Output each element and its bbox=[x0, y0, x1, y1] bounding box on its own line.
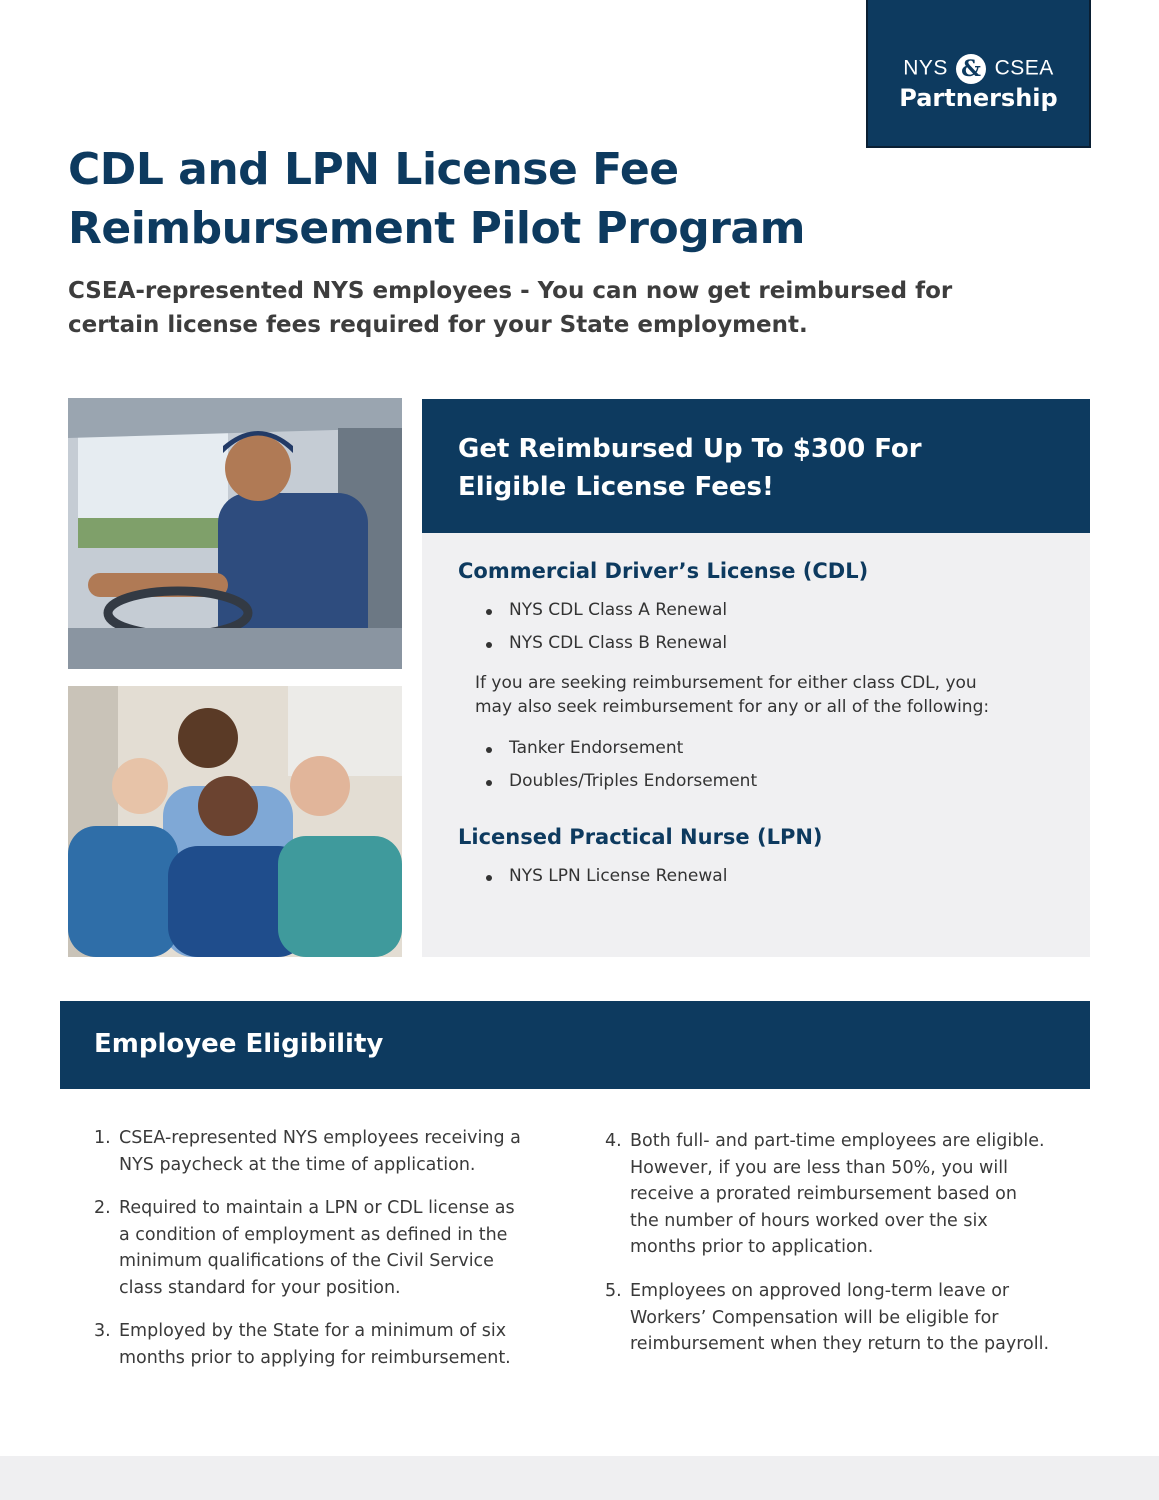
eligibility-number: 2. bbox=[94, 1198, 111, 1218]
cdl-note-line1: If you are seeking reimbursement for either class CDL, you bbox=[475, 673, 977, 693]
eligibility-line: minimum qualifications of the Civil Service bbox=[119, 1251, 494, 1271]
eligibility-line: Required to maintain a LPN or CDL license as bbox=[119, 1198, 515, 1218]
eligibility-text bbox=[630, 1128, 1045, 1261]
eligibility-text bbox=[119, 1318, 511, 1371]
nurses-photo bbox=[68, 686, 402, 957]
eligibility-header bbox=[60, 1001, 1090, 1089]
truck-driver-photo bbox=[68, 398, 402, 669]
reimbursement-header bbox=[422, 399, 1090, 533]
eligibility-line: Both full- and part-time employees are eligible. bbox=[630, 1131, 1045, 1151]
endorsement-item: Doubles/Triples Endorsement bbox=[509, 771, 758, 791]
logo-nys: NYS bbox=[903, 56, 948, 80]
cdl-heading: Commercial Driver’s License (CDL) bbox=[458, 559, 869, 583]
eligibility-text bbox=[119, 1195, 515, 1301]
eligibility-line: NYS paycheck at the time of application. bbox=[119, 1154, 476, 1175]
eligibility-line: Workers’ Compensation will be eligible for bbox=[630, 1307, 999, 1328]
logo-ampersand-icon: & bbox=[956, 54, 986, 84]
page-title: CDL and LPN License Fee Reimbursement Pilot Program bbox=[68, 144, 805, 254]
eligibility-line: Employed by the State for a minimum of six bbox=[119, 1321, 507, 1341]
nys-csea-partnership-logo bbox=[866, 0, 1091, 148]
eligibility-line: However, if you are less than 50%, you will bbox=[630, 1157, 1008, 1178]
eligibility-number: 4. bbox=[605, 1131, 622, 1151]
logo-line1 bbox=[868, 54, 1089, 84]
eligibility-line: class standard for your position. bbox=[119, 1277, 401, 1298]
endorsement-item: Tanker Endorsement bbox=[509, 738, 684, 758]
eligibility-text bbox=[630, 1278, 1049, 1358]
eligibility-line: the number of hours worked over the six bbox=[630, 1210, 988, 1231]
reimbursement-details-panel bbox=[422, 533, 1090, 957]
eligibility-heading: Employee Eligibility bbox=[94, 1029, 384, 1059]
cdl-note bbox=[475, 671, 1075, 719]
eligibility-number: 1. bbox=[94, 1128, 111, 1148]
eligibility-text bbox=[119, 1125, 521, 1178]
eligibility-line: a condition of employment as defined in the bbox=[119, 1224, 508, 1245]
reimbursement-heading bbox=[458, 430, 1018, 506]
cdl-item: NYS CDL Class A Renewal bbox=[509, 600, 728, 620]
eligibility-number: 3. bbox=[94, 1321, 111, 1341]
cdl-item: NYS CDL Class B Renewal bbox=[509, 633, 728, 653]
page-subtitle: CSEA-represented NYS employees - You can now get reimbursed for certain license fees required for your State employment. bbox=[68, 278, 953, 338]
logo-partnership: Partnership bbox=[899, 84, 1058, 112]
eligibility-line: Employees on approved long-term leave or bbox=[630, 1281, 1010, 1301]
eligibility-line: CSEA-represented NYS employees receiving a bbox=[119, 1128, 521, 1148]
lpn-item: NYS LPN License Renewal bbox=[509, 866, 728, 886]
eligibility-line: receive a prorated reimbursement based on bbox=[630, 1184, 1017, 1204]
cdl-note-line2: may also seek reimbursement for any or all of the following: bbox=[475, 697, 990, 717]
eligibility-line: reimbursement when they return to the payroll. bbox=[630, 1334, 1050, 1354]
reimbursement-heading-line2: Eligible License Fees! bbox=[458, 472, 774, 502]
reimbursement-heading-line1: Get Reimbursed Up To $300 For bbox=[458, 434, 922, 464]
eligibility-line: months prior to applying for reimbursement. bbox=[119, 1347, 511, 1368]
logo-csea: CSEA bbox=[994, 56, 1054, 80]
eligibility-number: 5. bbox=[605, 1281, 622, 1301]
eligibility-line: months prior to application. bbox=[630, 1237, 874, 1257]
lpn-heading: Licensed Practical Nurse (LPN) bbox=[458, 825, 823, 849]
footer-bar bbox=[0, 1456, 1159, 1500]
